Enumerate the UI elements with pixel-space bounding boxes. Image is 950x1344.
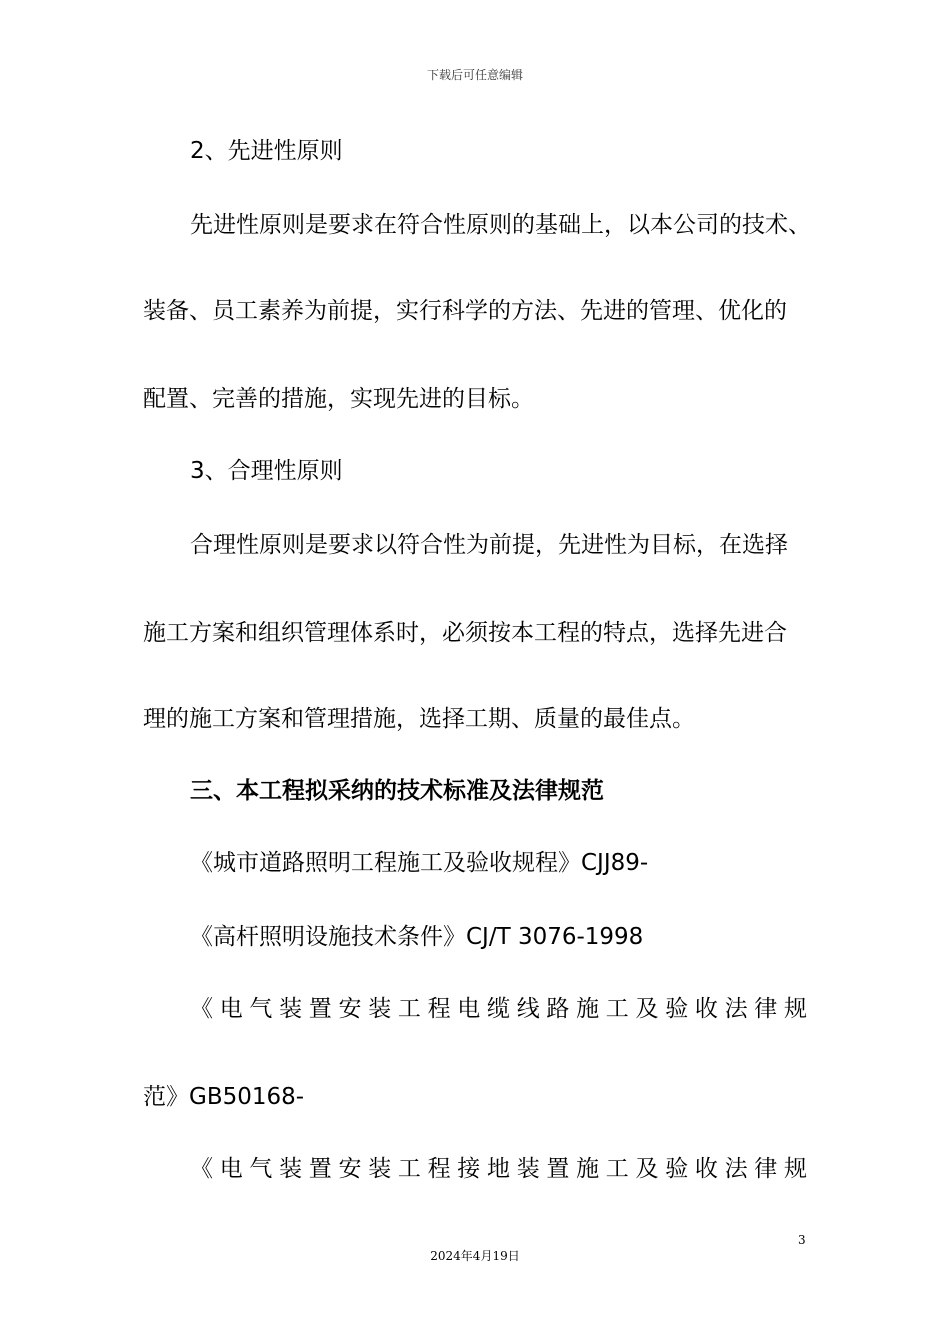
subheading-rational-principle: 3、合理性原则 bbox=[190, 458, 343, 484]
paragraph-line: 装备、员工素养为前提，实行科学的方法、先进的管理、优化的 bbox=[143, 298, 787, 324]
standard-line: 《电气装置安装工程电缆线路施工及验收法律规 bbox=[190, 996, 807, 1022]
footer-date: 2024年4月19日 bbox=[430, 1249, 520, 1263]
standard-line: 《高杆照明设施技术条件》CJ/T 3076-1998 bbox=[190, 924, 644, 950]
page-number: 3 bbox=[798, 1233, 806, 1247]
paragraph-line: 合理性原则是要求以符合性为前提，先进性为目标，在选择 bbox=[190, 532, 788, 558]
header-note: 下载后可任意编辑 bbox=[426, 68, 523, 82]
standard-line: 《电气装置安装工程接地装置施工及验收法律规 bbox=[190, 1156, 807, 1182]
standard-line: 《城市道路照明工程施工及验收规程》CJJ89- bbox=[190, 850, 649, 876]
section-heading: 三、本工程拟采纳的技术标准及法律规范 bbox=[190, 778, 604, 804]
standard-line: 范》GB50168- bbox=[143, 1084, 305, 1110]
paragraph-line: 理的施工方案和管理措施，选择工期、质量的最佳点。 bbox=[143, 706, 695, 732]
paragraph-line: 施工方案和组织管理体系时，必须按本工程的特点，选择先进合 bbox=[143, 620, 787, 646]
paragraph-line: 先进性原则是要求在符合性原则的基础上，以本公司的技术、 bbox=[190, 212, 811, 238]
paragraph-line: 配置、完善的措施，实现先进的目标。 bbox=[143, 386, 534, 412]
subheading-advanced-principle: 2、先进性原则 bbox=[190, 138, 343, 164]
